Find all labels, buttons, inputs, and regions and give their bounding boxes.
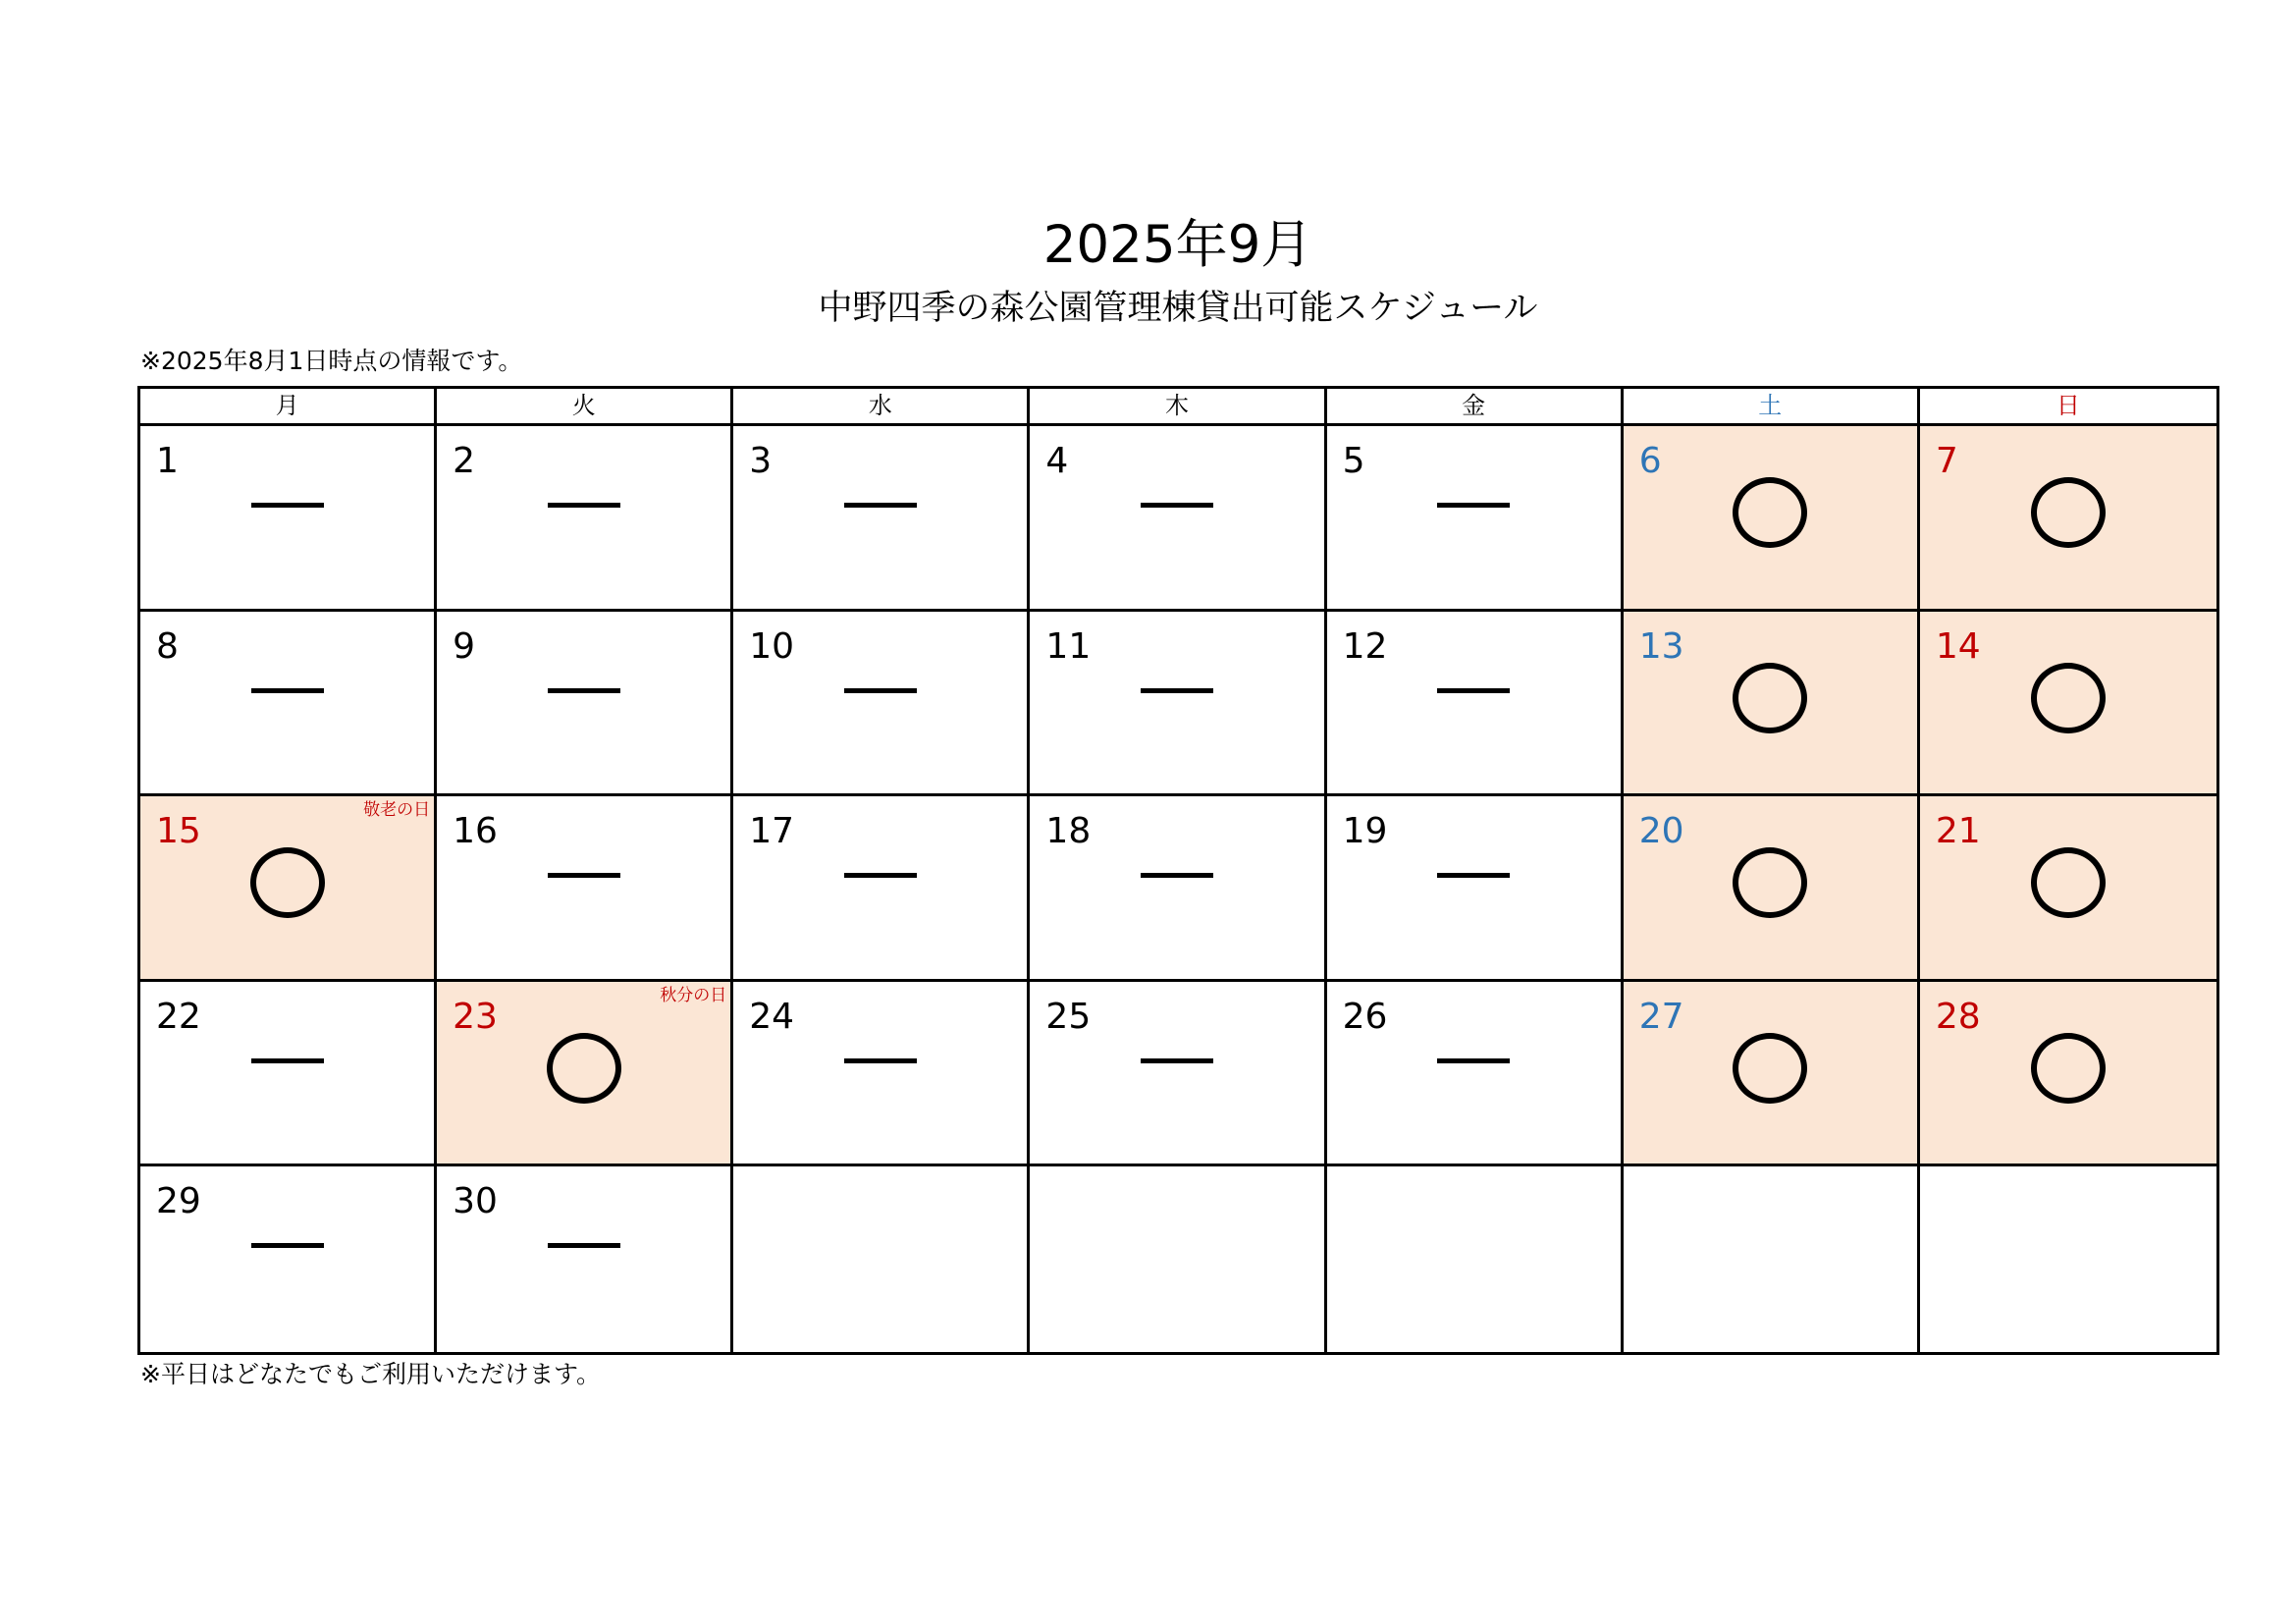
day-number: 13 <box>1638 625 1684 667</box>
available-circle-icon <box>547 1033 621 1104</box>
unavailable-dash-icon <box>1437 688 1510 693</box>
calendar-day-cell <box>1327 796 1624 982</box>
calendar-day-cell <box>1327 612 1624 797</box>
calendar-day-cell <box>437 1166 733 1352</box>
unavailable-dash-icon <box>1437 1058 1510 1063</box>
unavailable-dash-icon <box>251 1243 324 1248</box>
day-number: 20 <box>1638 811 1684 852</box>
holiday-label: 敬老の日 <box>363 800 431 821</box>
calendar-cell-empty <box>1920 1166 2216 1352</box>
calendar-day-cell <box>1030 796 1326 982</box>
day-number: 9 <box>453 625 476 667</box>
day-number: 12 <box>1342 625 1388 667</box>
unavailable-dash-icon <box>251 503 324 508</box>
day-number: 15 <box>156 811 201 852</box>
day-number: 7 <box>1935 441 1958 481</box>
available-circle-icon <box>2031 847 2106 918</box>
calendar-day-cell <box>733 612 1030 797</box>
calendar-day-cell <box>1030 982 1326 1167</box>
calendar-cell-empty <box>1327 1166 1624 1352</box>
calendar-day-cell <box>1624 796 1920 982</box>
day-number: 18 <box>1045 811 1092 852</box>
calendar-grid <box>137 386 2219 1355</box>
calendar-cell-empty <box>1030 1166 1326 1352</box>
day-number: 5 <box>1342 441 1365 481</box>
day-number: 10 <box>749 625 795 667</box>
calendar-day-cell <box>1920 612 2216 797</box>
page-subtitle: 中野四季の森公園管理棟貸出可能スケジュール <box>818 289 1538 328</box>
day-number: 22 <box>156 996 201 1037</box>
unavailable-dash-icon <box>251 1058 324 1063</box>
unavailable-dash-icon <box>1437 503 1510 508</box>
unavailable-dash-icon <box>1141 503 1213 508</box>
calendar-day-cell <box>140 426 437 612</box>
day-number: 30 <box>453 1181 498 1222</box>
page-title: 2025年9月 <box>1042 215 1313 275</box>
calendar-day-cell <box>437 426 733 612</box>
available-circle-icon <box>2031 1033 2106 1104</box>
weekday-header: 木 <box>1030 389 1326 426</box>
calendar-day-cell <box>733 796 1030 982</box>
day-number: 14 <box>1935 625 1981 667</box>
unavailable-dash-icon <box>844 873 917 878</box>
calendar-cell-empty <box>733 1166 1030 1352</box>
day-number: 21 <box>1935 811 1981 852</box>
calendar-day-cell <box>1030 612 1326 797</box>
day-number: 1 <box>156 441 179 481</box>
available-circle-icon <box>1733 477 1807 548</box>
calendar-day-cell <box>1327 426 1624 612</box>
day-number: 11 <box>1045 625 1092 667</box>
calendar-day-cell <box>437 796 733 982</box>
day-number: 2 <box>453 441 476 481</box>
holiday-label: 秋分の日 <box>660 985 727 1005</box>
calendar-day-cell <box>1030 426 1326 612</box>
available-circle-icon <box>1733 847 1807 918</box>
weekday-header: 月 <box>140 389 437 426</box>
calendar-day-cell <box>140 1166 437 1352</box>
available-circle-icon <box>2031 477 2106 548</box>
day-number: 19 <box>1342 811 1388 852</box>
calendar-day-cell <box>1624 982 1920 1167</box>
calendar-day-cell <box>1624 612 1920 797</box>
info-date-note: ※2025年8月1日時点の情報です。 <box>140 347 523 375</box>
day-number: 8 <box>156 625 179 667</box>
day-number: 3 <box>749 441 773 481</box>
calendar-day-cell <box>1920 796 2216 982</box>
calendar-day-cell <box>1327 982 1624 1167</box>
day-number: 17 <box>749 811 795 852</box>
unavailable-dash-icon <box>844 1058 917 1063</box>
available-circle-icon <box>1733 663 1807 733</box>
day-number: 28 <box>1935 996 1981 1037</box>
day-number: 24 <box>749 996 795 1037</box>
day-number: 16 <box>453 811 498 852</box>
day-number: 27 <box>1638 996 1684 1037</box>
available-circle-icon <box>250 847 325 918</box>
weekday-header: 火 <box>437 389 733 426</box>
unavailable-dash-icon <box>1141 688 1213 693</box>
unavailable-dash-icon <box>548 503 620 508</box>
weekday-usage-note: ※平日はどなたでもご利用いただけます。 <box>140 1360 601 1388</box>
calendar-cell-empty <box>1624 1166 1920 1352</box>
unavailable-dash-icon <box>1141 873 1213 878</box>
day-number: 25 <box>1045 996 1092 1037</box>
available-circle-icon <box>1733 1033 1807 1104</box>
weekday-header: 土 <box>1624 389 1920 426</box>
unavailable-dash-icon <box>548 688 620 693</box>
weekday-header: 水 <box>733 389 1030 426</box>
day-number: 4 <box>1045 441 1069 481</box>
unavailable-dash-icon <box>1141 1058 1213 1063</box>
calendar-day-cell <box>140 982 437 1167</box>
calendar-day-cell <box>437 982 733 1167</box>
day-number: 23 <box>453 996 498 1037</box>
unavailable-dash-icon <box>548 1243 620 1248</box>
calendar-day-cell <box>733 426 1030 612</box>
day-number: 6 <box>1638 441 1662 481</box>
available-circle-icon <box>2031 663 2106 733</box>
calendar-day-cell <box>1920 982 2216 1167</box>
weekday-header: 日 <box>1920 389 2216 426</box>
calendar-day-cell <box>140 796 437 982</box>
unavailable-dash-icon <box>844 688 917 693</box>
calendar-day-cell <box>1920 426 2216 612</box>
unavailable-dash-icon <box>251 688 324 693</box>
calendar-day-cell <box>1624 426 1920 612</box>
unavailable-dash-icon <box>548 873 620 878</box>
weekday-header: 金 <box>1327 389 1624 426</box>
calendar-day-cell <box>437 612 733 797</box>
calendar-day-cell <box>733 982 1030 1167</box>
day-number: 26 <box>1342 996 1388 1037</box>
day-number: 29 <box>156 1181 201 1222</box>
calendar-day-cell <box>140 612 437 797</box>
unavailable-dash-icon <box>1437 873 1510 878</box>
unavailable-dash-icon <box>844 503 917 508</box>
